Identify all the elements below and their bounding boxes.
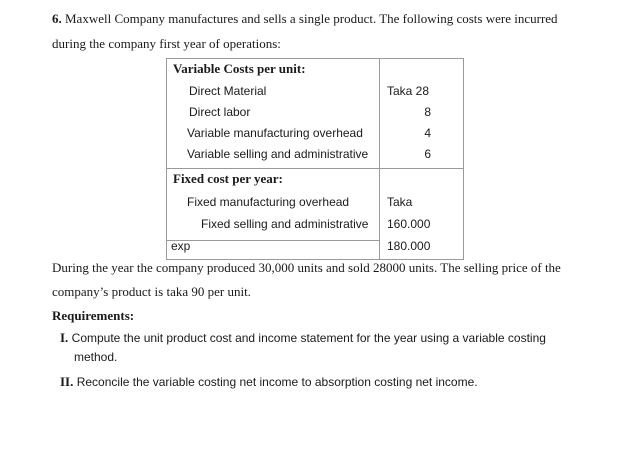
requirement-1-text-continued: method. <box>74 350 118 364</box>
variable-row-value: 4 <box>424 126 431 140</box>
requirement-1-text: Compute the unit product cost and income statement for the year using a variable costing <box>71 331 546 345</box>
fixed-row-label: Fixed selling and administrative <box>201 217 369 231</box>
fixed-row-value: 160.000 <box>387 217 431 231</box>
requirement-item-1 <box>60 330 546 346</box>
requirement-2-text: Reconcile the variable costing net income to absorption costing net income. <box>76 375 478 389</box>
variable-row-value: Taka 28 <box>387 84 430 98</box>
fixed-costs-header: Fixed cost per year: <box>173 171 283 186</box>
variable-row-label: Direct Material <box>189 84 267 98</box>
cost-table <box>166 58 464 260</box>
fixed-row-value: 180.000 <box>387 239 431 253</box>
fixed-row-label: exp <box>171 239 191 253</box>
variable-row-label: Variable manufacturing overhead <box>187 126 363 140</box>
requirement-item-2 <box>60 374 478 390</box>
table-section-divider <box>167 168 463 169</box>
variable-row-label: Direct labor <box>189 105 251 119</box>
fixed-row-label: Fixed manufacturing overhead <box>187 195 350 209</box>
body-text-line-2: company’s product is taka 90 per unit. <box>52 284 251 299</box>
table-column-divider <box>379 59 380 259</box>
body-text-line-1: During the year the company produced 30,000 units and sold 28000 units. The selling price of the <box>52 260 561 275</box>
variable-row-value: 6 <box>424 147 431 161</box>
question-number: 6. <box>52 11 62 26</box>
question-text-line-2: during the company first year of operations: <box>52 36 281 51</box>
fixed-row-value: Taka <box>387 195 413 209</box>
requirement-1-number: I. <box>60 330 69 345</box>
variable-costs-header: Variable Costs per unit: <box>173 61 306 76</box>
question-line-1 <box>52 11 558 27</box>
variable-row-value: 8 <box>424 105 431 119</box>
table-fixed-top-divider <box>167 240 379 241</box>
variable-row-label: Variable selling and administrative <box>187 147 369 161</box>
requirement-2-number: II. <box>60 374 74 389</box>
question-text-line-1: Maxwell Company manufactures and sells a single product. The following costs were incurred <box>65 11 558 26</box>
requirements-heading: Requirements: <box>52 308 135 323</box>
